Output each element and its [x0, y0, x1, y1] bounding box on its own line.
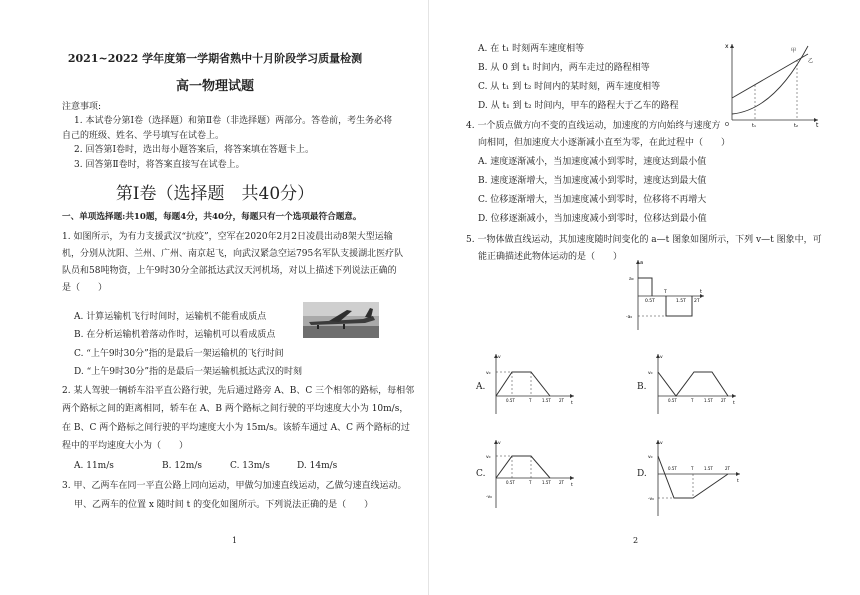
v-axis-label: v: [660, 441, 663, 446]
t-axis-label: t: [571, 401, 573, 406]
v-axis-label: v: [498, 355, 501, 360]
q2-line4: 程中的平均速度大小为（ ）: [62, 441, 189, 451]
q3-option-c: C. 从 t₁ 到 t₂ 时间内的某时刻，两车速度相等: [478, 82, 661, 92]
v0-label: v₀: [486, 455, 491, 460]
neg-v0-label: -v₀: [486, 495, 492, 500]
q3-option-d: D. 从 t₁ 到 t₂ 时间内，甲车的路程大于乙车的路程: [478, 101, 679, 111]
page-number-left: 1: [232, 536, 238, 545]
q5-option-a-graph: [486, 352, 578, 416]
v-axis-label: v: [660, 355, 663, 360]
q5-option-d-graph: [648, 438, 744, 518]
yi-line: [732, 54, 808, 98]
q5-option-b-label: B.: [637, 382, 647, 392]
q1-option-c: C. “上午9时30分”指的是最后一架运输机的飞行时间: [74, 349, 284, 359]
q2-line1: 2. 某人驾驶一辆轿车沿平直公路行驶，先后通过路旁 A、B、C 三个相邻的路标，每相邻: [62, 386, 415, 396]
q2-option-a: A. 11m/s: [74, 461, 114, 471]
q2-option-d: D. 14m/s: [297, 461, 338, 471]
q1-line4: 是（ ）: [62, 283, 108, 293]
halfT-label: 0.5T: [506, 398, 515, 403]
threeHalfT-label: 1.5T: [704, 466, 713, 471]
T-label: T: [529, 398, 532, 403]
T-label: T: [691, 398, 694, 403]
halfT-label: 0.5T: [668, 398, 677, 403]
q2-line2: 两个路标之间的距离相同，轿车在 A、B 两个路标之间行驶的平均速度大小为 10m/s，: [62, 404, 409, 414]
q1-option-d: D. “上午9时30分”指的是最后一架运输机抵达武汉的时刻: [74, 367, 302, 377]
q3-xt-graph: [722, 40, 822, 128]
v-line: [658, 372, 728, 396]
t2-label: t₂: [794, 123, 798, 128]
a0-label: a₀: [629, 277, 634, 282]
notice-1b: 自己的班级、姓名、学号填写在试卷上。: [62, 131, 225, 141]
T-label: T: [691, 466, 694, 471]
t-axis-arrow: [570, 394, 574, 398]
exam-title: 2021~2022 学年度第一学期省熟中十月阶段学习质量检测: [67, 52, 363, 65]
notice-heading: 注意事项:: [62, 102, 102, 112]
q3-line1: 3. 甲、乙两车在同一平直公路上同向运动，甲做匀加速直线运动，乙做匀速直线运动。: [62, 481, 407, 491]
q3-option-b: B. 从 0 到 t₁ 时间内，两车走过的路程相等: [478, 63, 650, 73]
threeHalfT-label: 1.5T: [542, 480, 551, 485]
q3-option-a: A. 在 t₁ 时刻两车速度相等: [478, 44, 585, 54]
t-axis-arrow: [732, 394, 736, 398]
q5-option-c-label: C.: [476, 469, 486, 479]
T-label: T: [529, 480, 532, 485]
q5-line2: 能正确描述此物体运动的是（ ）: [478, 252, 623, 262]
t1-label: t₁: [752, 123, 756, 128]
neg-a0-label: -a₀: [626, 315, 633, 320]
threeHalfT-label: 1.5T: [542, 398, 551, 403]
notice-2: 2. 回答第Ⅰ卷时，选出每小题答案后，将答案填在答题卡上。: [74, 145, 315, 155]
neg-v0-label: -v₀: [648, 497, 654, 502]
twoT-label: 2T: [559, 480, 564, 485]
section-title: 第Ⅰ卷（选择题 共40分）: [115, 184, 315, 204]
q5-option-b-graph: [648, 352, 740, 416]
x-axis-arrow: [730, 44, 734, 48]
notice-1a: 1. 本试卷分第Ⅰ卷（选择题）和第Ⅱ卷（非选择题）两部分。答卷前，考生务必将: [74, 116, 393, 126]
t-axis-arrow: [570, 476, 574, 480]
q4-option-b: B. 速度逐渐增大，当加速度减小到零时，速度达到最大值: [478, 176, 707, 186]
q5-option-a-label: A.: [476, 382, 486, 392]
a-segment-positive: [638, 278, 652, 296]
page-right: [430, 0, 860, 595]
q5-option-c-graph: [486, 438, 578, 510]
jia-curve: [732, 46, 808, 114]
threeHalfT-label: 1.5T: [704, 398, 713, 403]
q1-line1: 1. 如图所示，为有力支援武汉“抗疫”，空军在2020年2月2日凌晨出动8架大型运输: [62, 232, 393, 242]
section-description: 一、单项选择题:共10题，每题4分，共40分，每题只有一个选项最符合题意。: [62, 212, 362, 222]
v-line: [496, 456, 550, 478]
q1-line3: 队员和58吨物资，上午9时30分全部抵达武汉天河机场，对以上描述下列说法正确的: [62, 266, 397, 276]
v0-label: v₀: [486, 371, 491, 376]
q4-line2: 向相同，但加速度大小逐渐减小直至为零，在此过程中（ ）: [478, 138, 731, 148]
twoT-label: 2T: [721, 398, 726, 403]
twoT-label: 2T: [694, 299, 700, 304]
page-number-right: 2: [633, 536, 639, 545]
q5-at-graph: [626, 258, 706, 334]
page-divider: [428, 0, 429, 595]
v0-label: v₀: [648, 371, 653, 376]
v-line: [496, 372, 550, 396]
exam-subtitle: 高一物理试题: [175, 79, 254, 94]
threeHalfT-label: 1.5T: [676, 299, 686, 304]
halfT-label: 0.5T: [668, 466, 677, 471]
v-axis-label: v: [498, 441, 501, 446]
q5-line1: 5. 一物体做直线运动，其加速度随时间变化的 a—t 图象如图所示，下列 v—t 图象中，可: [466, 235, 822, 245]
halfT-label: 0.5T: [645, 299, 655, 304]
q1-option-a: A. 计算运输机飞行时间时，运输机不能看成质点: [74, 312, 267, 322]
jia-label: 甲: [791, 48, 797, 54]
t-axis-label: t: [816, 122, 819, 128]
q2-line3: 在 B、C 两个路标之间行驶的平均速度大小为 15m/s。该轿车通过 A、C 两个路标的过: [62, 423, 410, 433]
transport-aircraft-photo: [303, 302, 379, 338]
t-axis-label: t: [571, 483, 573, 488]
q4-line1: 4. 一个质点做方向不变的直线运动，加速度的方向始终与速度方: [466, 121, 721, 131]
halfT-label: 0.5T: [506, 480, 515, 485]
q1-option-b: B. 在分析运输机着落动作时，运输机可以看成质点: [74, 330, 276, 340]
q4-option-a: A. 速度逐渐减小，当加速度减小到零时，速度达到最小值: [478, 157, 707, 167]
t-axis-arrow: [736, 472, 740, 476]
twoT-label: 2T: [559, 398, 564, 403]
t-axis-label: t: [733, 401, 735, 406]
v0-label: v₀: [648, 455, 653, 460]
q5-option-d-label: D.: [637, 469, 647, 479]
T-label: T: [664, 290, 667, 295]
q2-option-b: B. 12m/s: [162, 461, 202, 471]
x-axis-label: x: [725, 43, 729, 50]
q3-line2: 甲、乙两车的位置 x 随时间 t 的变化如图所示。下列说法正确的是（ ）: [74, 500, 374, 510]
q4-option-d: D. 位移逐渐减小，当加速度减小到零时，位移达到最小值: [478, 214, 707, 224]
t-axis-label: t: [700, 289, 702, 295]
q4-option-c: C. 位移逐渐增大，当加速度减小到零时，位移将不再增大: [478, 195, 707, 205]
twoT-label: 2T: [725, 466, 730, 471]
t-axis-label: t: [737, 479, 739, 484]
q2-option-c: C. 13m/s: [230, 461, 270, 471]
a-axis-label: a: [640, 260, 644, 266]
yi-label: 乙: [808, 58, 814, 64]
origin-label: O: [725, 122, 729, 128]
q1-line2: 机，分别从沈阳、兰州、广州、南京起飞，向武汉紧急空运795名军队支援湖北医疗队: [62, 249, 404, 259]
notice-3: 3. 回答第Ⅱ卷时，将答案直接写在试卷上。: [74, 160, 245, 170]
